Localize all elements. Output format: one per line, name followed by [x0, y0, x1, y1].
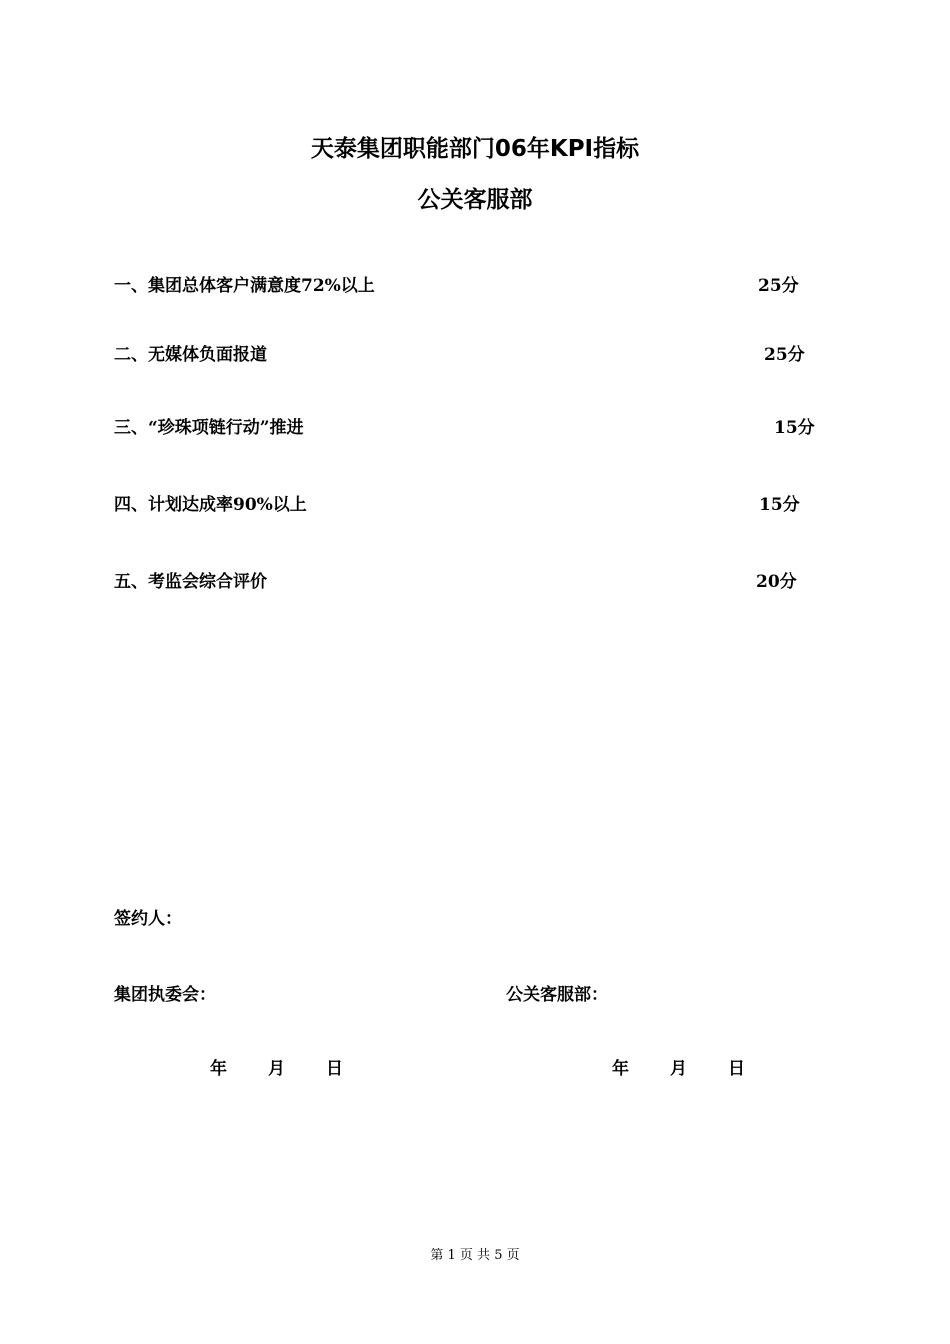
left-date-day: 日 [326, 1059, 343, 1079]
kpi-item [0, 569, 950, 595]
left-date-year: 年 [210, 1059, 227, 1079]
right-date-year: 年 [612, 1059, 629, 1079]
kpi-score: 15分 [759, 495, 800, 515]
kpi-score: 25分 [764, 345, 805, 365]
signer-label: 签约人： [114, 909, 182, 929]
kpi-label: 一、集团总体客户满意度72%以上 [114, 276, 375, 296]
kpi-label: 五、考监会综合评价 [114, 572, 267, 592]
page-footer: 第 1 页 共 5 页 [430, 1248, 520, 1263]
kpi-score: 15分 [774, 418, 815, 438]
right-date-day: 日 [728, 1059, 745, 1079]
party-right-label: 公关客服部： [506, 985, 608, 1005]
kpi-item [0, 415, 950, 441]
kpi-item [0, 273, 950, 299]
kpi-score: 20分 [756, 572, 797, 592]
document-title: 天泰集团职能部门06年KPI指标 [310, 136, 640, 162]
kpi-item [0, 492, 950, 518]
kpi-label: 三、“珍珠项链行动”推进 [114, 418, 304, 438]
left-date-month: 月 [268, 1059, 285, 1079]
kpi-label: 四、计划达成率90%以上 [114, 495, 307, 515]
party-left-label: 集团执委会： [114, 985, 216, 1005]
kpi-item [0, 342, 950, 368]
right-date-month: 月 [670, 1059, 687, 1079]
kpi-score: 25分 [758, 276, 799, 296]
kpi-label: 二、无媒体负面报道 [114, 345, 267, 365]
document-subtitle: 公关客服部 [417, 187, 533, 213]
